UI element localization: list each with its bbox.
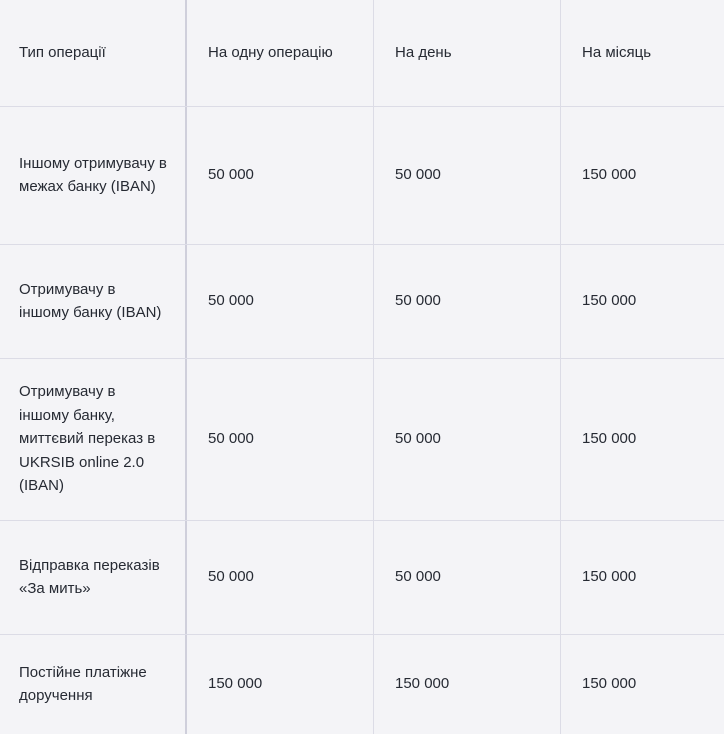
header-operation-type: Тип операції xyxy=(19,44,106,62)
table-row xyxy=(0,244,724,359)
header-per-operation: На одну операцію xyxy=(208,44,333,62)
per-day-cell: 50 000 xyxy=(395,292,441,310)
per-operation-cell: 50 000 xyxy=(208,430,254,448)
table-row xyxy=(0,520,724,635)
operation-type-cell: Постійне платіжне доручення xyxy=(19,663,147,704)
operation-type-cell: Отримувачу в іншому банку (IBAN) xyxy=(19,280,162,321)
operation-type-cell: Отримувачу в іншому банку, миттєвий переказ в UKRSIB online 2.0 (IBAN) xyxy=(19,383,156,495)
operation-type-cell: Іншому отримувачу в межах банку (IBAN) xyxy=(19,154,167,195)
per-day-cell: 50 000 xyxy=(395,568,441,586)
table-row xyxy=(0,358,724,521)
per-month-cell: 150 000 xyxy=(582,292,637,310)
per-day-cell: 50 000 xyxy=(395,166,441,184)
per-month-cell: 150 000 xyxy=(582,430,637,448)
per-month-cell: 150 000 xyxy=(582,675,637,693)
table-row xyxy=(0,634,724,734)
per-operation-cell: 50 000 xyxy=(208,568,254,586)
operation-type-cell: Відправка переказів «За мить» xyxy=(19,556,160,597)
per-day-cell: 50 000 xyxy=(395,430,441,448)
per-operation-cell: 150 000 xyxy=(208,675,263,693)
table-header-row xyxy=(0,0,724,107)
per-operation-cell: 50 000 xyxy=(208,292,254,310)
per-day-cell: 150 000 xyxy=(395,675,450,693)
header-per-month: На місяць xyxy=(582,44,652,62)
per-month-cell: 150 000 xyxy=(582,568,637,586)
per-operation-cell: 50 000 xyxy=(208,166,254,184)
per-month-cell: 150 000 xyxy=(582,166,637,184)
table-row xyxy=(0,106,724,245)
header-per-day: На день xyxy=(395,44,452,62)
